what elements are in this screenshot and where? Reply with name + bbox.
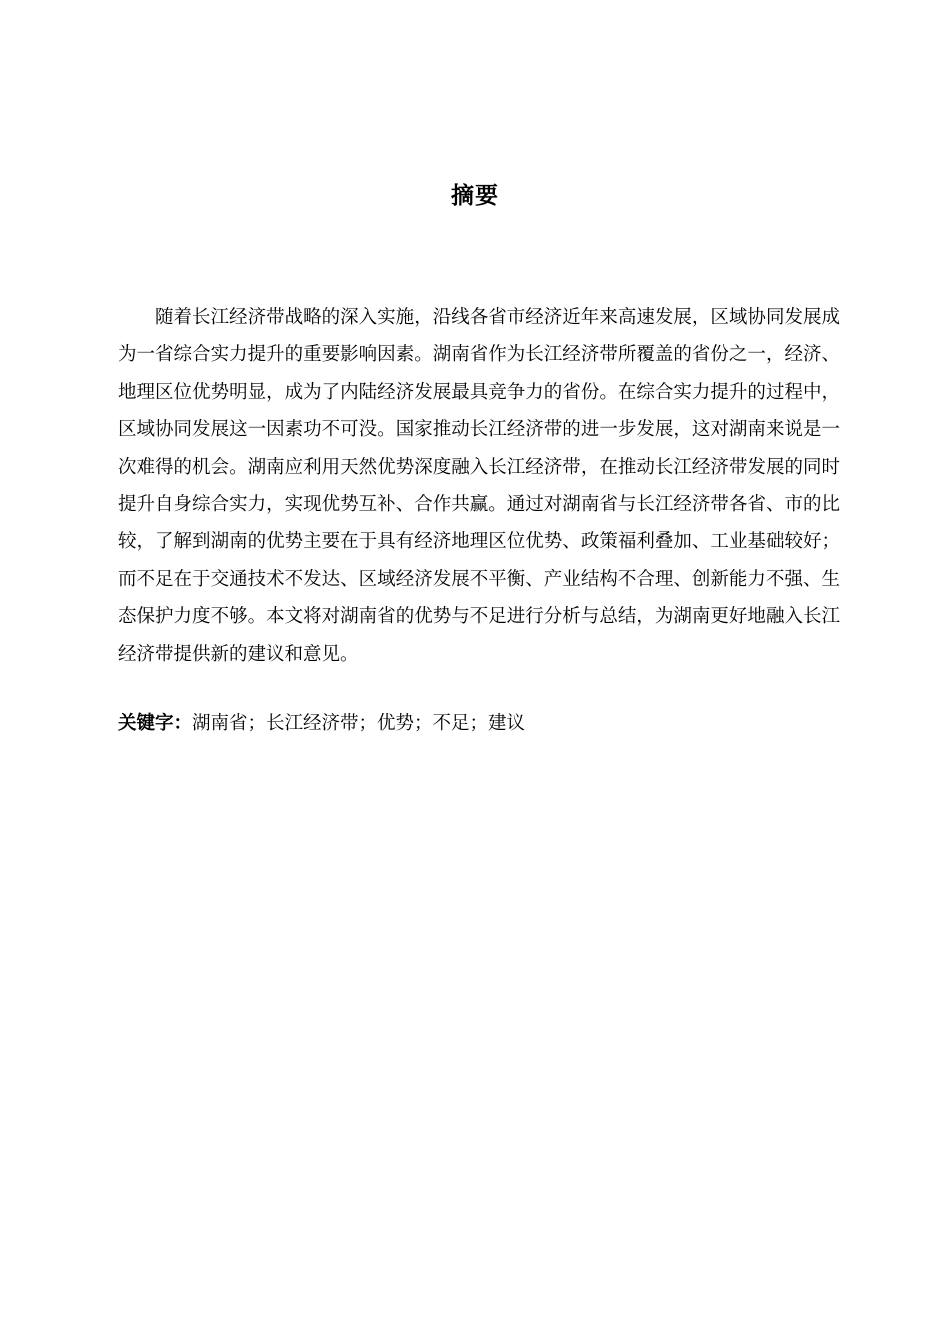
keywords-value: 湖南省；长江经济带；优势；不足；建议 [192,713,526,734]
abstract-paragraph: 随着长江经济带战略的深入实施，沿线各省市经济近年来高速发展，区域协同发展成为一省综合实力提升的重要影响因素。湖南省作为长江经济带所覆盖的省份之一，经济、地理区位优势明显，成为了内陆经济发展最具竞争力的省份。在综合实力提升的过程中，区域协同发展这一因素功不可没。国家推动长江经济带的进一步发展，这对湖南来说是一次难得的机会。湖南应利用天然优势深度融入长江经济带，在推动长江经济带发展的同时提升自身综合实力，实现优势互补、合作共赢。通过对湖南省与长江经济带各省、市的比较，了解到湖南的优势主要在于具有经济地理区位优势、政策福利叠加、工业基础较好；而不足在于交通技术不发达、区域经济发展不平衡、产业结构不合理、创新能力不强、生态保护力度不够。本文将对湖南省的优势与不足进行分析与总结，为湖南更好地融入长江经济带提供新的建议和意见。 [118,307,840,665]
page-title: 摘要 [451,183,499,209]
keywords-line [118,707,840,741]
keywords-label: 关键字： [118,713,193,734]
